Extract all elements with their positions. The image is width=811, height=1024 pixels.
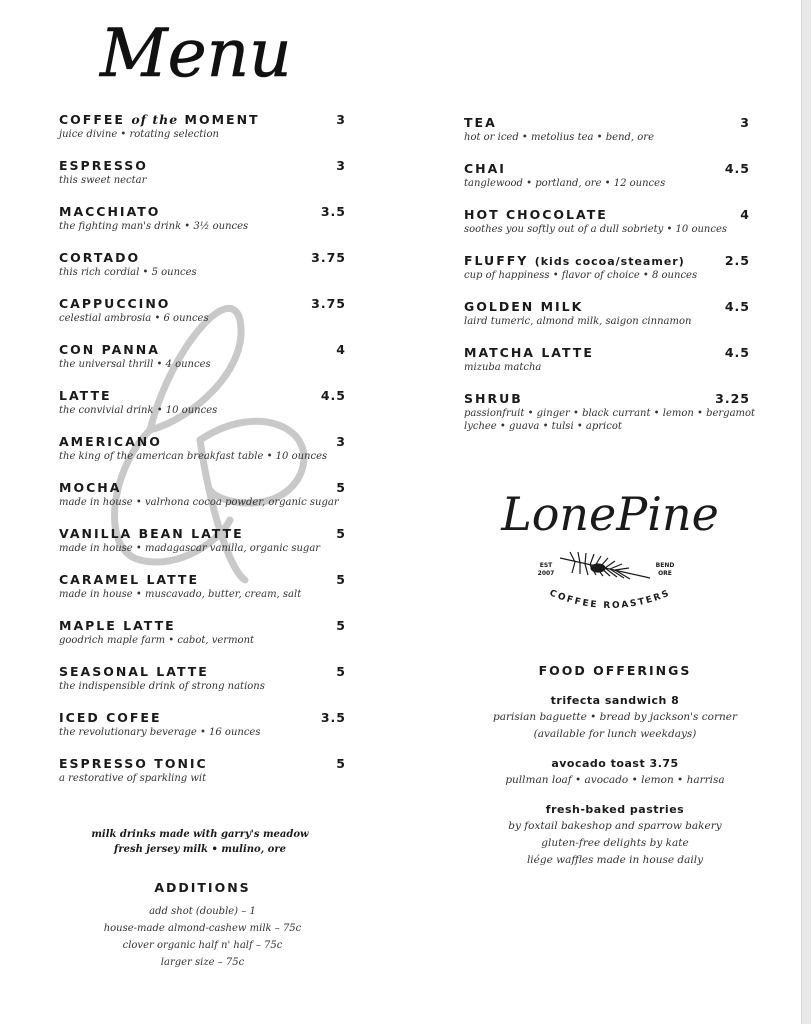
milk-note-line: fresh jersey milk • mulino, ore <box>114 844 286 855</box>
item-desc: cup of happiness • flavor of choice • 8 ounces <box>464 270 698 281</box>
item-price: 5 <box>336 572 346 587</box>
item-price: 4.5 <box>724 161 750 176</box>
item-desc: the universal thrill • 4 ounces <box>59 359 211 370</box>
item-price: 5 <box>336 480 346 495</box>
item-desc: the king of the american breakfast table • 10 ounces <box>59 451 328 462</box>
menu-item <box>464 161 750 189</box>
addition-line: larger size – 75c <box>160 957 245 968</box>
item-price: 5 <box>336 618 346 633</box>
menu-item <box>464 207 750 235</box>
item-desc: mizuba matcha <box>464 362 542 373</box>
item-desc: made in house • valrhona cocoa powder, organic sugar <box>59 497 339 508</box>
item-name: AMERICANO <box>59 434 162 449</box>
item-desc: soothes you softly out of a dull sobriety • 10 ounces <box>464 224 727 235</box>
logo-est: EST <box>539 562 553 569</box>
logo-city: BEND <box>655 562 675 569</box>
item-price: 3 <box>336 434 346 449</box>
menu-item <box>59 710 346 738</box>
item-name: TEA <box>464 115 497 130</box>
food-section <box>470 663 760 869</box>
menu-item <box>59 204 346 232</box>
item-desc: this sweet nectar <box>59 175 147 186</box>
food-item <box>470 757 760 789</box>
item-name: CHAI <box>464 161 506 176</box>
food-name: trifecta sandwich 8 <box>550 694 680 707</box>
menu-item <box>59 296 346 324</box>
item-price: 3.5 <box>320 204 346 219</box>
menu-item <box>464 345 750 373</box>
item-desc: made in house • madagascar vanilla, organic sugar <box>59 543 321 554</box>
item-desc: the indispensible drink of strong nations <box>59 681 265 692</box>
menu-item <box>59 342 346 370</box>
item-desc: juice divine • rotating selection <box>59 129 219 140</box>
item-name: MAPLE LATTE <box>59 618 176 633</box>
item-price: 4 <box>336 342 346 357</box>
item-desc: hot or iced • metolius tea • bend, ore <box>464 132 654 143</box>
addition-line: house-made almond-cashew milk – 75c <box>103 923 302 934</box>
addition-line: add shot (double) – 1 <box>149 906 256 917</box>
milk-note <box>60 827 340 857</box>
additions-section <box>60 880 345 971</box>
item-name: LATTE <box>59 388 112 403</box>
item-price: 3.75 <box>311 296 346 311</box>
menu-item <box>59 480 346 508</box>
menu-title-script <box>96 8 326 98</box>
item-desc: tanglewood • portland, ore • 12 ounces <box>464 178 666 189</box>
menu-item <box>59 158 346 186</box>
food-item <box>470 803 760 869</box>
lone-pine-logo <box>490 478 730 618</box>
item-name: MACCHIATO <box>59 204 161 219</box>
item-name: HOT CHOCOLATE <box>464 207 608 222</box>
item-name: VANILLA BEAN LATTE <box>59 526 244 541</box>
menu-item <box>59 526 346 554</box>
item-desc: lychee • guava • tulsi • apricot <box>464 421 622 432</box>
item-name: CORTADO <box>59 250 141 265</box>
item-name: MATCHA LATTE <box>464 345 594 360</box>
item-price: 5 <box>336 526 346 541</box>
food-line: by foxtail bakeshop and sparrow bakery <box>508 820 722 832</box>
food-name: avocado toast 3.75 <box>551 757 679 770</box>
item-name: FLUFFY (kids cocoa/steamer) <box>464 253 685 268</box>
logo-tagline: COFFEE ROASTERS <box>547 588 673 612</box>
food-line: liége waffles made in house daily <box>526 854 704 866</box>
menu-item <box>464 115 750 143</box>
item-desc: a restorative of sparkling wit <box>59 773 207 784</box>
item-price: 3.75 <box>311 250 346 265</box>
item-name: COFFEE of the MOMENT <box>59 112 260 127</box>
food-heading: FOOD OFFERINGS <box>538 663 692 678</box>
food-line: parisian baguette • bread by jackson's corner <box>493 711 737 723</box>
logo-year: 2007 <box>537 570 555 577</box>
food-line: pullman loaf • avocado • lemon • harrisa <box>505 774 725 786</box>
item-name: SHRUB <box>464 391 523 406</box>
item-price: 3 <box>336 158 346 173</box>
item-price: 4.5 <box>724 345 750 360</box>
item-name: ICED COFEE <box>59 710 162 725</box>
item-price: 3.5 <box>320 710 346 725</box>
svg-text:Menu: Menu <box>100 15 292 92</box>
item-desc: made in house • muscavado, butter, cream, salt <box>59 589 302 600</box>
menu-item <box>59 572 346 600</box>
pine-branch-icon <box>560 552 650 579</box>
menu-item <box>464 391 756 432</box>
item-desc: celestial ambrosia • 6 ounces <box>59 313 209 324</box>
item-desc: laird tumeric, almond milk, saigon cinnamon <box>464 316 692 327</box>
addition-line: clover organic half n' half – 75c <box>122 940 283 951</box>
item-price: 3.25 <box>715 391 750 406</box>
item-price: 4.5 <box>320 388 346 403</box>
menu-item <box>59 664 346 692</box>
menu-item <box>464 253 750 281</box>
item-name: ESPRESSO TONIC <box>59 756 208 771</box>
page-edge <box>801 0 811 1024</box>
item-name: GOLDEN MILK <box>464 299 584 314</box>
item-name: SEASONAL LATTE <box>59 664 209 679</box>
item-price: 4.5 <box>724 299 750 314</box>
item-price: 3 <box>336 112 346 127</box>
item-name: ESPRESSO <box>59 158 148 173</box>
additions-heading: ADDITIONS <box>154 880 251 895</box>
menu-item <box>59 434 346 462</box>
item-desc: passionfruit • ginger • black currant • lemon • bergamot <box>464 408 756 419</box>
menu-item <box>59 388 346 416</box>
menu-title <box>96 8 326 98</box>
item-desc: the revolutionary beverage • 16 ounces <box>59 727 261 738</box>
item-desc: this rich cordial • 5 ounces <box>59 267 197 278</box>
item-price: 5 <box>336 664 346 679</box>
item-desc: goodrich maple farm • cabot, vermont <box>59 635 255 646</box>
item-name: CARAMEL LATTE <box>59 572 199 587</box>
milk-note-line: milk drinks made with garry's meadow <box>91 829 309 840</box>
item-price: 3 <box>740 115 750 130</box>
logo-wordmark: LonePine <box>501 487 719 541</box>
item-desc: the fighting man's drink • 3½ ounces <box>59 221 249 232</box>
item-desc: the convivial drink • 10 ounces <box>59 405 218 416</box>
menu-item <box>59 112 346 140</box>
menu-item <box>464 299 750 327</box>
menu-item <box>59 250 346 278</box>
menu-item <box>59 618 346 646</box>
item-price: 4 <box>740 207 750 222</box>
food-line: gluten-free delights by kate <box>541 837 689 849</box>
item-price: 2.5 <box>724 253 750 268</box>
item-name: CON PANNA <box>59 342 160 357</box>
item-name: CAPPUCCINO <box>59 296 171 311</box>
item-name: MOCHA <box>59 480 122 495</box>
logo-state: ORE <box>658 570 672 577</box>
food-line: (available for lunch weekdays) <box>533 728 697 740</box>
menu-item <box>59 756 346 784</box>
food-item <box>470 694 760 743</box>
food-name: fresh-baked pastries <box>545 803 685 816</box>
item-price: 5 <box>336 756 346 771</box>
